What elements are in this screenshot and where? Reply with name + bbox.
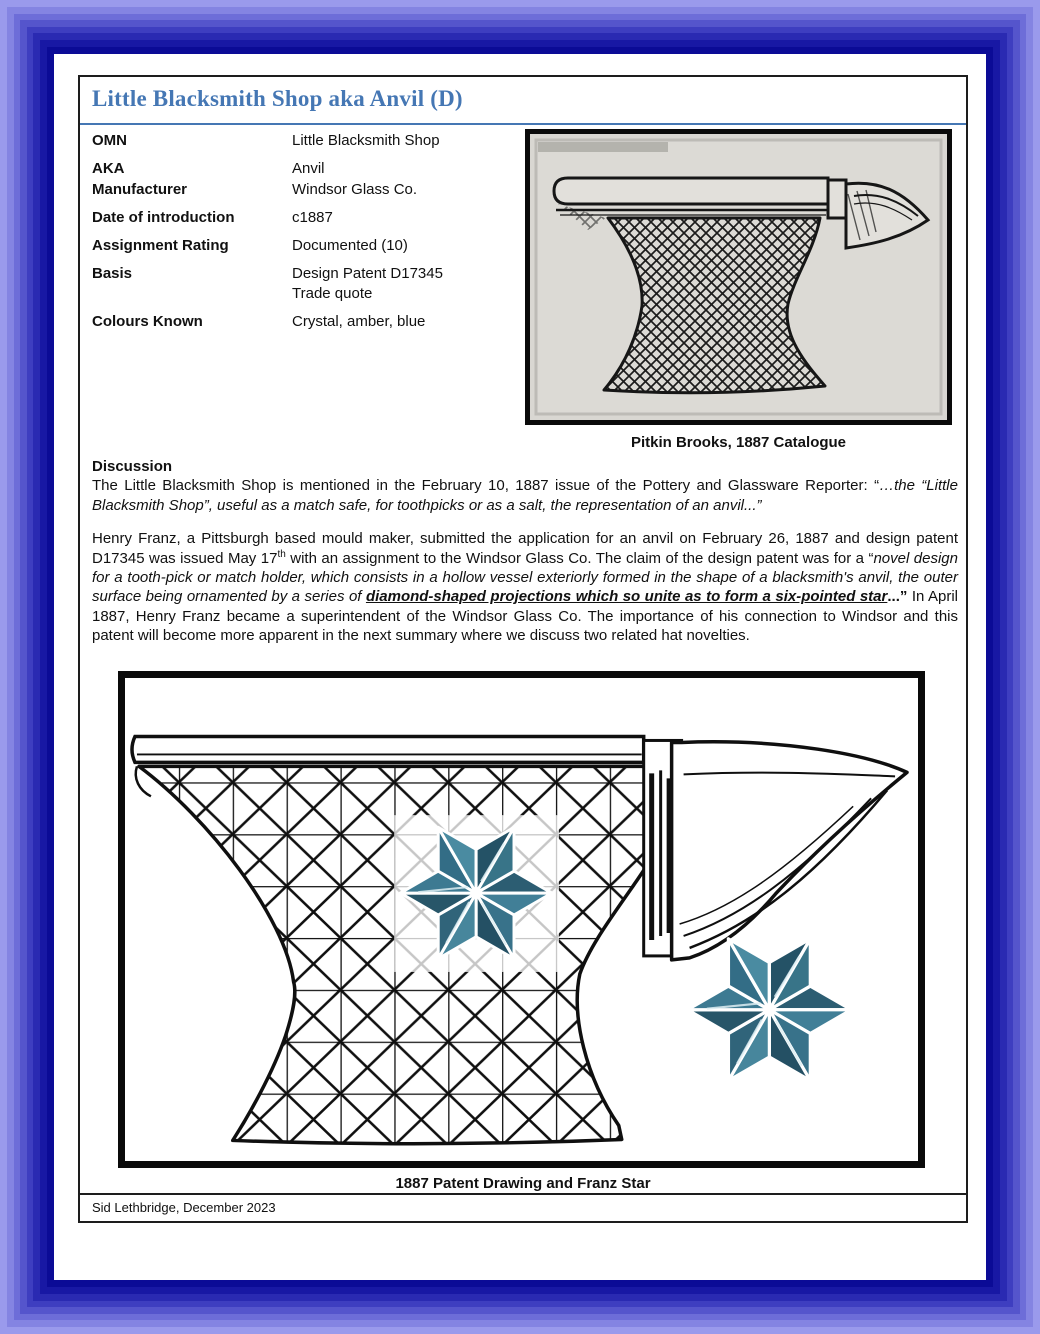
text-run: with an assignment to the Windsor Glass Co. The claim of the design patent was for a “: [285, 549, 874, 567]
detail-label: Manufacturer: [92, 181, 188, 198]
detail-value: Windsor Glass Co.: [292, 181, 418, 198]
discussion-paragraph-2: [92, 529, 958, 645]
patent-caption: 1887 Patent Drawing and Franz Star: [395, 1175, 651, 1192]
page-title: Little Blacksmith Shop aka Anvil (D): [92, 86, 463, 111]
title-row: [80, 77, 966, 125]
content-box: [78, 75, 968, 1223]
detail-value: c1887: [292, 209, 333, 226]
catalog-figure: [525, 129, 952, 451]
text-run: novel design for a tooth-pick or match holder, which consists in a hollow vessel exteriorly formed in the shape of a blacksmith's anvil, the outer surface being ornamented by a series of: [92, 549, 958, 606]
detail-value-line: Design Patent D17345: [292, 265, 443, 282]
text-run: diamond-shaped projections which so unite as to form a six-pointed star: [365, 588, 888, 606]
text-run: Henry Franz, a Pittsburgh based mould maker, submitted the application for an anvil on February 26, 1887 and design patent D17345 was issued May 17: [92, 530, 958, 567]
detail-row: [92, 131, 520, 151]
detail-row: [92, 180, 520, 200]
detail-value-line: Trade quote: [292, 285, 373, 302]
patent-drawing-image: [118, 671, 925, 1168]
detail-label: Basis: [92, 265, 133, 282]
detail-label: Date of introduction: [92, 209, 235, 226]
catalog-caption: Pitkin Brooks, 1887 Catalogue: [630, 434, 847, 451]
detail-value: Anvil: [292, 160, 325, 177]
text-run: In April 1887, Henry Franz became a superintendent of the Windsor Glass Co. The importance of his connection to Windsor and this patent will become more apparent in the next summary where we discuss two related hat novelties.: [92, 588, 959, 645]
page-sheet: [54, 54, 986, 1280]
discussion-paragraph-1: [92, 476, 958, 515]
discussion-section: [92, 457, 958, 660]
catalog-anvil-engraving: [530, 134, 947, 420]
catalog-anvil-image: [525, 129, 952, 425]
detail-row: [92, 208, 520, 228]
text-run: …the “Little Blacksmith Shop”, useful as a match safe, for toothpicks or as a salt, the representation of an anvil...”: [92, 477, 958, 514]
detail-value: [292, 264, 520, 304]
text-run: The Little Blacksmith Shop is mentioned in the February 10, 1887 issue of the Pottery and Glassware Reporter: “: [92, 477, 880, 495]
details-table: [92, 131, 520, 340]
detail-row: [92, 264, 520, 304]
detail-value: Little Blacksmith Shop: [292, 132, 440, 149]
detail-row: [92, 159, 520, 179]
discussion-heading: Discussion: [92, 458, 173, 475]
detail-value: Crystal, amber, blue: [292, 313, 426, 330]
text-run-superscript: th: [277, 548, 286, 560]
patent-figure: [80, 671, 966, 1192]
patent-anvil-drawing: [125, 678, 918, 1161]
footer-text: Sid Lethbridge, December 2023: [92, 1200, 276, 1215]
detail-row: [92, 312, 520, 332]
detail-label: Assignment Rating: [92, 237, 229, 254]
detail-label: AKA: [92, 160, 125, 177]
detail-value: Documented (10): [292, 237, 408, 254]
detail-row: [92, 236, 520, 256]
text-run: ...”: [887, 588, 908, 606]
page-footer: [80, 1193, 966, 1221]
detail-label: Colours Known: [92, 313, 203, 330]
detail-label: OMN: [92, 132, 127, 149]
